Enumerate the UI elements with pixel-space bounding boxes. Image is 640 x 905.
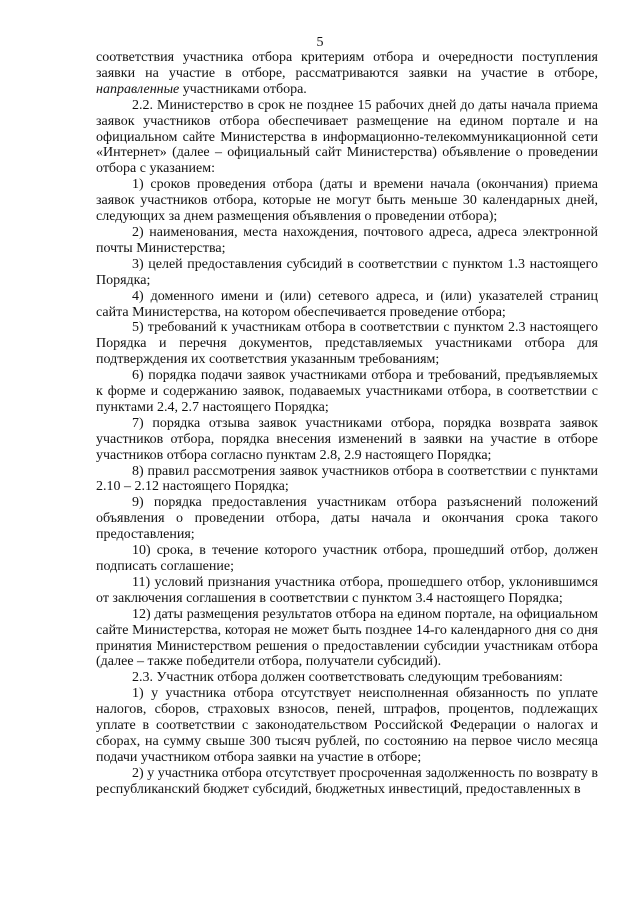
paragraph-italic-word: направленные [96,81,180,97]
paragraph-2-3: 2.3. Участник отбора должен соответствовать следующим требованиям: [132,670,563,686]
list-item-8: 8) правил рассмотрения заявок участников отбора в соответствии с пунктами 2.10 – 2.12 настоящего Порядка; [96,463,598,495]
list-item-12: 12) даты размещения результатов отбора на едином портале, на официальном сайте Министерства, которая не может быть позднее 14-го календарного дня со дня принятия Министерством решения о предоставлении субсидии участникам отбора (далее – также победители отбора, получатели субсидий). [96,606,598,670]
list-item-2: 2) наименования, места нахождения, почтового адреса, адреса электронной почты Министерства; [96,224,598,256]
list-item-7: 7) порядка отзыва заявок участниками отбора, порядка возврата заявок участников отбора, порядка внесения изменений в заявки на участие в отборе участников отбора согласно пунктам 2.8, 2.9 настоящего Порядка; [96,415,598,463]
page-number: 5 [316,35,324,50]
requirement-item-1: 1) у участника отбора отсутствует неисполненная обязанность по уплате налогов, сборов, страховых взносов, пеней, штрафов, процентов, подлежащих уплате в соответствии с законодательством Российской Федерации о налогах и сборах, на сумму свыше 300 тысяч рублей, по состоянию на первое число месяца подачи участником отбора заявки на участие в отборе; [96,686,598,765]
document-body [96,50,598,798]
list-item-6: 6) порядка подачи заявок участниками отбора и требований, предъявляемых к форме и содержанию заявок, подаваемых участниками отбора, в соответствии с пунктами 2.4, 2.7 настоящего Порядка; [96,368,598,415]
list-item-4: 4) доменного имени и (или) сетевого адреса, и (или) указателей страниц сайта Министерства, на котором обеспечивается проведение отбора; [96,288,598,320]
list-item-3: 3) целей предоставления субсидий в соответствии с пунктом 1.3 настоящего Порядка; [96,256,598,288]
list-item-1: 1) сроков проведения отбора (даты и времени начала (окончания) приема заявок участников отбора, которые не могут быть меньше 30 календарных дней, следующих за днем размещения объявления о проведении отбора); [96,177,598,225]
paragraph-2-2: 2.2. Министерство в срок не позднее 15 рабочих дней до даты начала приема заявок участников отбора обеспечивает размещение на едином портале и на официальном сайте Министерства в информационно-телекоммуникационной сети «Интернет» (далее – официальный сайт Министерства) объявление о проведении отбора с указанием: [96,97,598,177]
list-item-11: 11) условий признания участника отбора, прошедшего отбор, уклонившимся от заключения соглашения в соответствии с пунктом 3.4 настоящего Порядка; [96,574,598,606]
list-item-10: 10) срока, в течение которого участник отбора, прошедший отбор, должен подписать соглашение; [96,543,598,574]
paragraph-text: соответствия участника отбора критериям отбора и очередности поступления заявки на участие в отборе, рассматриваются заявки на участие в отборе, [96,50,598,81]
list-item-9: 9) порядка предоставления участникам отбора разъяснений положений объявления о проведении отбора, даты начала и окончания срока такого предоставления; [96,495,598,543]
list-item-5: 5) требований к участникам отбора в соответствии с пунктом 2.3 настоящего Порядка и перечня документов, представляемых участниками отбора для подтверждения их соответствия указанным требованиям; [96,320,598,368]
paragraph-text-tail: участниками отбора. [179,81,307,97]
paragraph-continuation [96,50,598,98]
requirement-item-2: 2) у участника отбора отсутствует просроченная задолженность по возврату в республиканский бюджет субсидий, бюджетных инвестиций, предоставленных в [96,765,598,797]
